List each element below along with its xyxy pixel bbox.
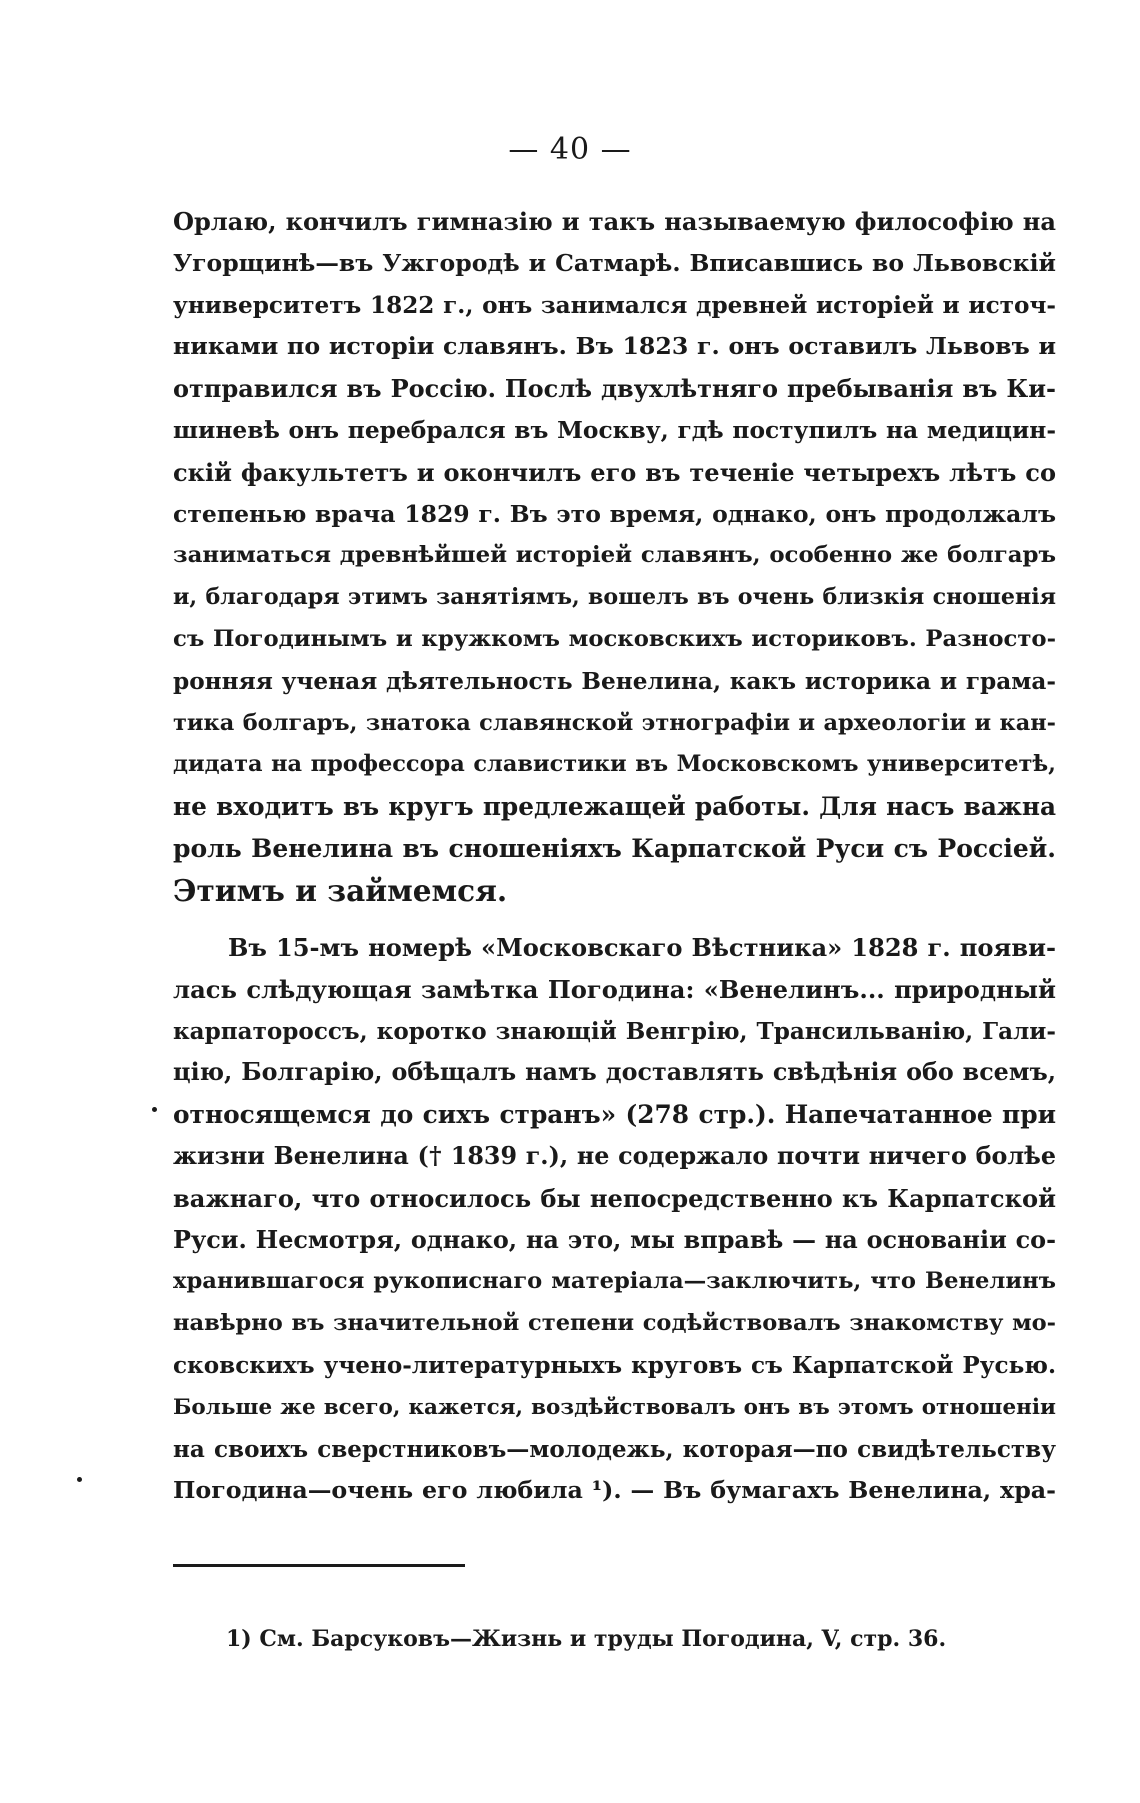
text-line: цію, Болгарію, обѣщалъ намъ доставлять свѣдѣнія обо всемъ,: [173, 1058, 1056, 1087]
text-line: заниматься древнѣйшей исторіей славянъ, особенно же болгаръ: [173, 542, 1056, 569]
text-line: съ Погодинымъ и кружкомъ московскихъ историковъ. Разносто-: [173, 625, 1056, 652]
text-line: относящемся до сихъ странъ» (278 стр.). Напечатанное при: [173, 1100, 1056, 1130]
text-line: жизни Венелина († 1839 г.), не содержало почти ничего болѣе: [173, 1141, 1056, 1170]
text-line: тика болгаръ, знатока славянской этнографіи и археологіи и кан-: [173, 709, 1056, 736]
text-line: Больше же всего, кажется, воздѣйствовалъ онъ въ этомъ отношеніи: [173, 1394, 1056, 1420]
text-line: отправился въ Россію. Послѣ двухлѣтняго пребыванія въ Ки-: [173, 374, 1056, 404]
text-line: дидата на профессора славистики въ Московскомъ университетѣ,: [173, 751, 1056, 778]
text-line: навѣрно въ значительной степени содѣйствовалъ знакомству мо-: [173, 1310, 1056, 1337]
text-line: ронняя ученая дѣятельность Венелина, какъ историка и грама-: [173, 667, 1056, 695]
text-line: Погодина—очень его любила ¹). — Въ бумагахъ Венелина, хра-: [173, 1476, 1056, 1505]
text-line: скій факультетъ и окончилъ его въ теченіе четырехъ лѣтъ со: [173, 457, 1056, 487]
scan-speck: [77, 1477, 82, 1482]
text-line: важнаго, что относилось бы непосредственно къ Карпатской: [173, 1183, 1056, 1213]
text-line: университетъ 1822 г., онъ занимался древней исторіей и источ-: [173, 291, 1056, 319]
text-line: Руси. Несмотря, однако, на это, мы вправѣ — на основаніи со-: [173, 1225, 1056, 1254]
text-line: лась слѣдующая замѣтка Погодина: «Венелинъ... природный: [173, 974, 1056, 1004]
text-line: сковскихъ учено-литературныхъ круговъ съ Карпатской Русью.: [173, 1351, 1056, 1379]
text-line: хранившагося рукописнаго матеріала—заключить, что Венелинъ: [173, 1268, 1056, 1295]
text-line: Этимъ и займемся.: [173, 872, 508, 908]
scan-speck: [152, 1107, 157, 1112]
text-line: Орлаю, кончилъ гимназію и такъ называемую философію на: [173, 207, 1056, 236]
footnote-divider: [173, 1564, 465, 1567]
text-line: на своихъ сверстниковъ—молодежь, которая—по свидѣтельству: [173, 1435, 1056, 1463]
text-line: и, благодаря этимъ занятіямъ, вошелъ въ очень близкія сношенія: [173, 584, 1056, 611]
paragraph-2: [173, 927, 1056, 1512]
text-line: никами по исторіи славянъ. Въ 1823 г. онъ оставилъ Львовъ и: [173, 332, 1056, 361]
text-line: Угорщинѣ—въ Ужгородѣ и Сатмарѣ. Вписавшись во Львовскій: [173, 248, 1056, 277]
footnote: 1) См. Барсуковъ—Жизнь и труды Погодина, V, стр. 36.: [226, 1626, 947, 1652]
text-line: карпатороссъ, коротко знающій Венгрію, Трансильванію, Гали-: [173, 1017, 1056, 1045]
page-number: — 40 —: [508, 132, 632, 167]
text-line: не входитъ въ кругъ предлежащей работы. Для насъ важна: [173, 792, 1056, 822]
paragraph-1: [173, 201, 1056, 912]
text-line: шиневѣ онъ перебрался въ Москву, гдѣ поступилъ на медицин-: [173, 416, 1056, 444]
text-line: роль Венелина въ сношеніяхъ Карпатской Руси съ Россіей.: [173, 833, 1056, 863]
text-line: Въ 15-мъ номерѣ «Московскаго Вѣстника» 1828 г. появи-: [228, 933, 1056, 962]
text-line: степенью врача 1829 г. Въ это время, однако, онъ продолжалъ: [173, 499, 1056, 528]
